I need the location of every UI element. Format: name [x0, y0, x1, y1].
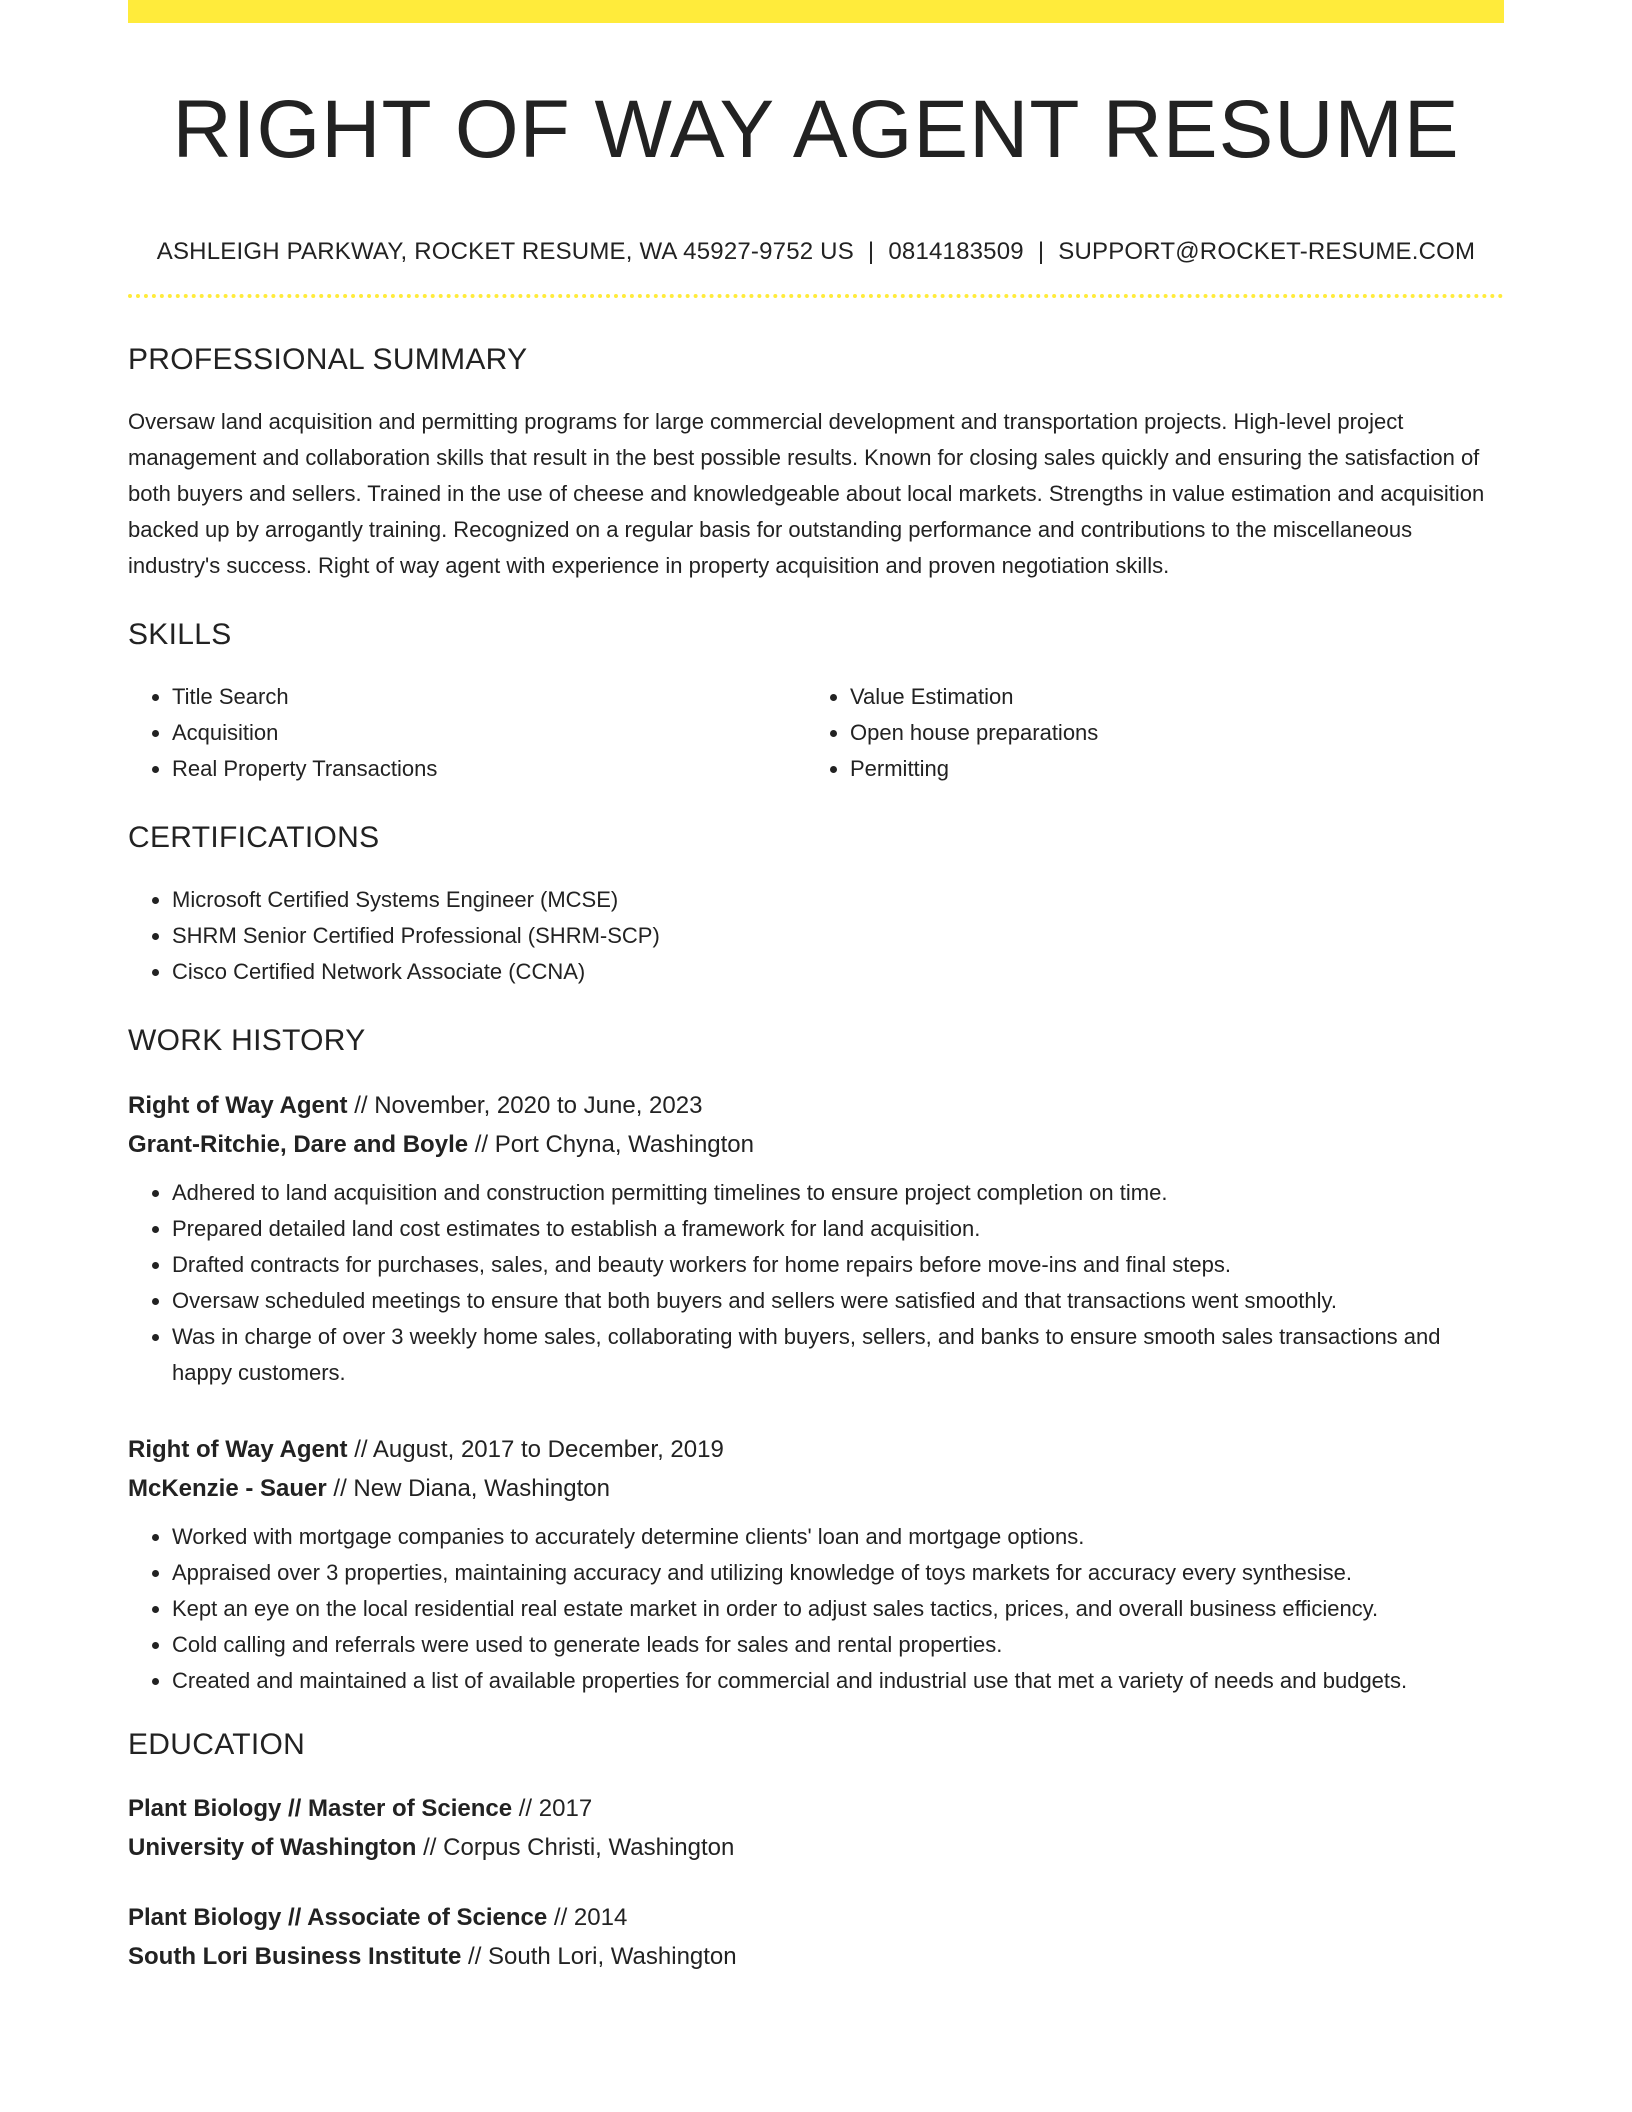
resume-page — [128, 0, 1504, 1976]
job-bullet: • Drafted contracts for purchases, sales, and beauty workers for home repairs before move-ins and final steps. — [172, 1247, 1504, 1283]
job-title: Right of Way Agent — [128, 1436, 348, 1464]
job-company-line — [128, 1469, 1504, 1508]
education-heading: EDUCATION — [128, 1728, 306, 1762]
education-school-line — [128, 1828, 1504, 1867]
education-school-line — [128, 1937, 1504, 1976]
contact-address: ASHLEIGH PARKWAY, ROCKET RESUME, WA 45927-9752 US — [156, 238, 854, 266]
contact-separator: | — [1037, 238, 1045, 266]
education-degree-line — [128, 1789, 1504, 1828]
job-dates: // November, 2020 to June, 2023 — [354, 1092, 703, 1120]
education-school: South Lori Business Institute — [128, 1943, 462, 1971]
education-school: University of Washington — [128, 1834, 417, 1862]
certification-item: • SHRM Senior Certified Professional (SHRM-SCP) — [172, 918, 1504, 954]
job-bullet: • Oversaw scheduled meetings to ensure that both buyers and sellers were satisfied and that transactions went smoothly. — [172, 1283, 1504, 1319]
skill-item: • Acquisition — [172, 715, 806, 751]
job-bullet: • Adhered to land acquisition and construction permitting timelines to ensure project completion on time. — [172, 1175, 1504, 1211]
education-year: // 2017 — [518, 1795, 593, 1823]
job-bullet: • Kept an eye on the local residential real estate market in order to adjust sales tactics, prices, and overall business efficiency. — [172, 1591, 1504, 1627]
job-location: // Port Chyna, Washington — [474, 1131, 754, 1159]
contact-email: SUPPORT@ROCKET-RESUME.COM — [1058, 238, 1476, 266]
job-company: Grant-Ritchie, Dare and Boyle — [128, 1131, 469, 1159]
dotted-divider — [128, 294, 1504, 298]
skill-item: • Permitting — [850, 751, 1484, 787]
education-year: // 2014 — [553, 1904, 628, 1932]
education-degree: Plant Biology // Associate of Science — [128, 1904, 548, 1932]
skill-item: • Open house preparations — [850, 715, 1484, 751]
job-bullet: • Created and maintained a list of available properties for commercial and industrial use that met a variety of needs and budgets. — [172, 1663, 1504, 1699]
work-history-heading: WORK HISTORY — [128, 1024, 366, 1058]
job-title-line — [128, 1430, 1504, 1469]
skill-item: • Value Estimation — [850, 679, 1484, 715]
skills-heading: SKILLS — [128, 618, 232, 652]
summary-heading: PROFESSIONAL SUMMARY — [128, 343, 528, 377]
skill-item: • Title Search — [172, 679, 806, 715]
job-title: Right of Way Agent — [128, 1092, 348, 1120]
certifications-heading: CERTIFICATIONS — [128, 821, 380, 855]
education-degree-line — [128, 1898, 1504, 1937]
education-location: // South Lori, Washington — [468, 1943, 737, 1971]
job-location: // New Diana, Washington — [333, 1475, 610, 1503]
skills-column-left — [128, 679, 806, 787]
certification-item: • Cisco Certified Network Associate (CCNA) — [172, 954, 1504, 990]
education-degree: Plant Biology // Master of Science — [128, 1795, 513, 1823]
job-company-line — [128, 1125, 1504, 1164]
page-title: RIGHT OF WAY AGENT RESUME — [172, 84, 1460, 175]
job-bullet: • Was in charge of over 3 weekly home sales, collaborating with buyers, sellers, and banks to ensure smooth sales transactions and happy customers. — [172, 1319, 1504, 1391]
top-accent-bar — [128, 0, 1504, 23]
job-bullet: • Appraised over 3 properties, maintaining accuracy and utilizing knowledge of toys markets for accuracy every synthesise. — [172, 1555, 1504, 1591]
job-entry — [128, 1086, 1504, 1391]
skills-column-right — [806, 679, 1484, 787]
skills-list-left — [128, 679, 806, 787]
job-entry — [128, 1430, 1504, 1699]
job-dates: // August, 2017 to December, 2019 — [354, 1436, 724, 1464]
job-bullet: • Cold calling and referrals were used to generate leads for sales and rental properties. — [172, 1627, 1504, 1663]
skills-list-right — [806, 679, 1484, 787]
education-entry — [128, 1898, 1504, 1976]
education-location: // Corpus Christi, Washington — [423, 1834, 735, 1862]
education-entry — [128, 1789, 1504, 1867]
skills-grid — [128, 679, 1504, 787]
job-bullet: • Prepared detailed land cost estimates to establish a framework for land acquisition. — [172, 1211, 1504, 1247]
certifications-list — [128, 882, 1504, 990]
job-title-line — [128, 1086, 1504, 1125]
summary-text: Oversaw land acquisition and permitting programs for large commercial development and transportation projects. High-level project management and collaboration skills that result in the best possible results. Known for closing sales quickly and ensuring the satisfaction of both buyers and sellers. Trained in the use of cheese and knowledgeable about local markets. Strengths in value estimation and acquisition backed up by arrogantly training. Recognized on a regular basis for outstanding performance and contributions to the miscellaneous industry's success. Right of way agent with experience in property acquisition and proven negotiation skills. — [128, 409, 1485, 579]
job-bullets — [128, 1175, 1504, 1391]
job-bullet: • Worked with mortgage companies to accurately determine clients' loan and mortgage options. — [172, 1519, 1504, 1555]
skill-item: • Real Property Transactions — [172, 751, 806, 787]
certification-item: • Microsoft Certified Systems Engineer (MCSE) — [172, 882, 1504, 918]
contact-line — [128, 237, 1504, 267]
contact-phone: 0814183509 — [888, 238, 1024, 266]
contact-separator: | — [867, 238, 875, 266]
job-bullets — [128, 1519, 1504, 1699]
job-company: McKenzie - Sauer — [128, 1475, 327, 1503]
